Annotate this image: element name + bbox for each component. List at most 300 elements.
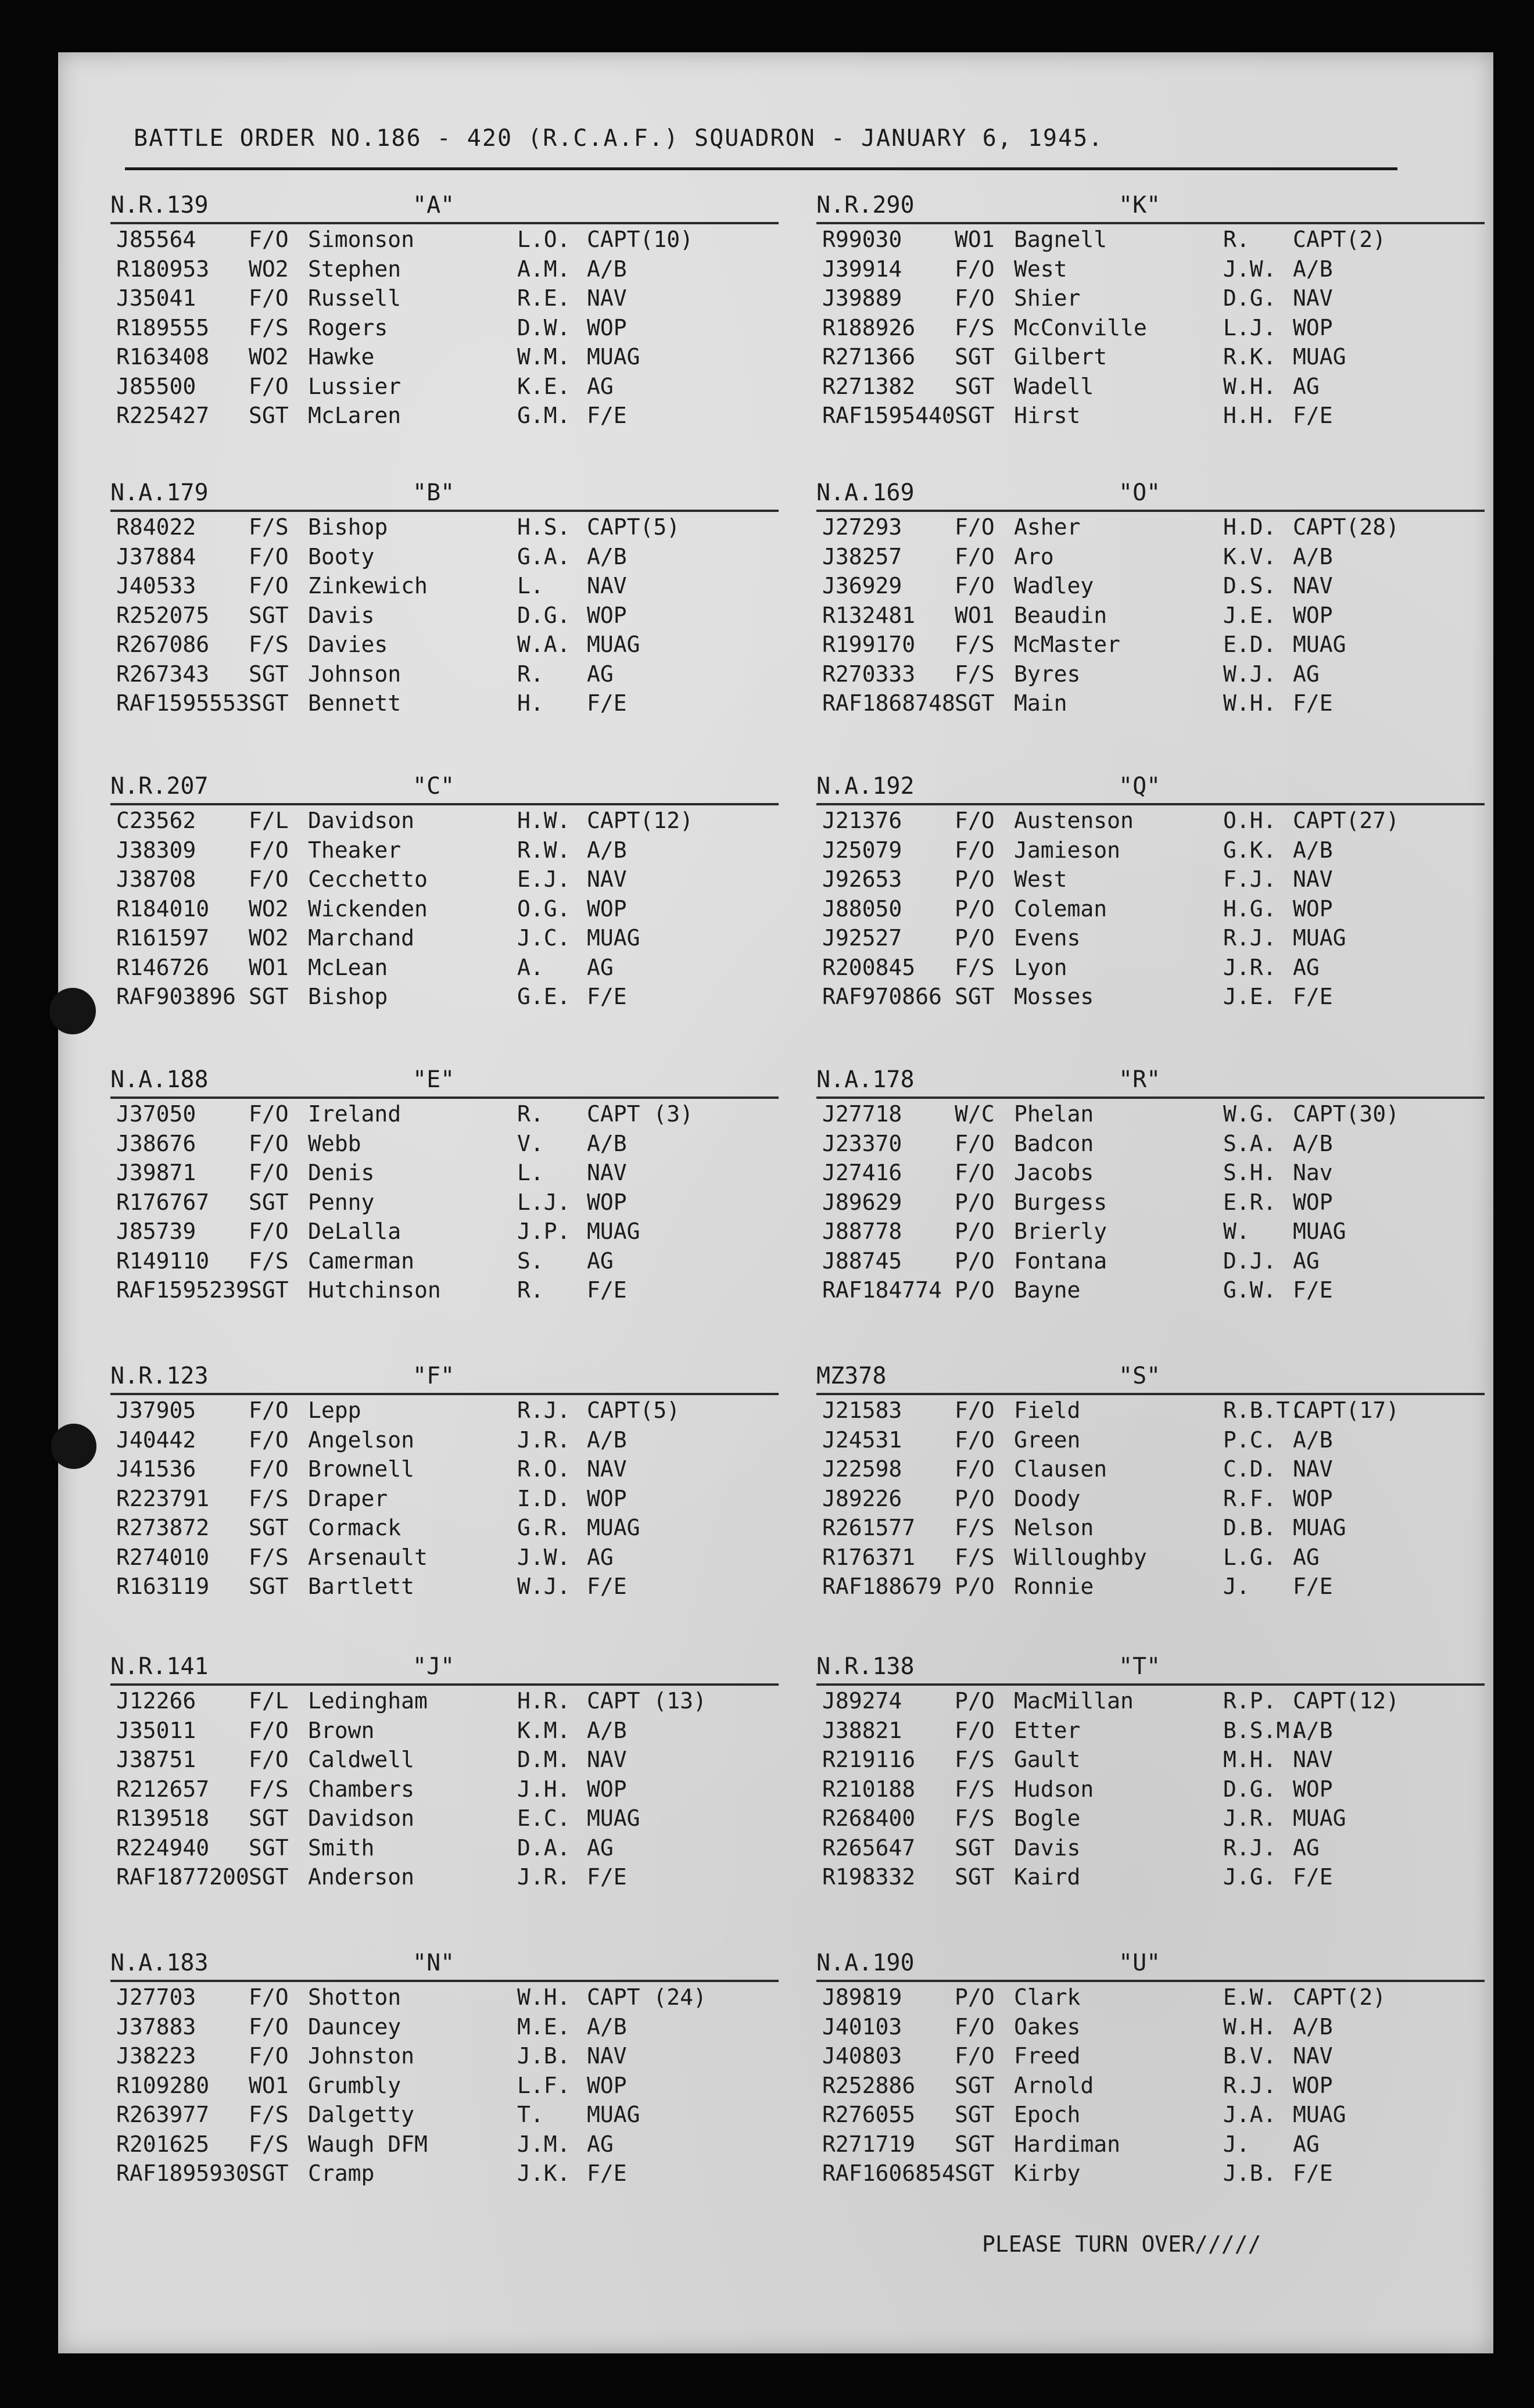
rank: F/S (955, 314, 995, 341)
aircraft-letter: "C" (413, 773, 455, 800)
initials: J.W. (517, 1544, 571, 1570)
crew-header-rule (110, 222, 779, 224)
rank: F/O (955, 543, 995, 569)
crew-member-row (110, 2160, 779, 2190)
service-number: J88050 (822, 895, 902, 922)
initials: R.P. (1223, 1688, 1277, 1714)
rank: WO1 (249, 954, 289, 980)
initials: A. (517, 954, 544, 980)
crew-role: AG (587, 2131, 614, 2157)
surname: Clark (1014, 1984, 1081, 2010)
initials: M.E. (517, 2013, 571, 2040)
rank: F/S (955, 1544, 995, 1570)
surname: Fontana (1014, 1248, 1108, 1274)
surname: McLaren (308, 403, 402, 428)
crew-member-row (816, 1397, 1485, 1427)
crew-member-row (816, 808, 1485, 837)
aircraft-serial: N.R.139 (110, 192, 209, 218)
surname: Caldwell (308, 1747, 415, 1772)
service-number: J22598 (822, 1456, 902, 1482)
initials: W.J. (1223, 661, 1277, 687)
crew-member-row (110, 1160, 779, 1189)
crew-block (110, 1653, 779, 1944)
crew-role: CAPT(10) (587, 227, 694, 252)
crew-member-row (816, 1984, 1485, 2013)
service-number: RAF1868748 (822, 690, 955, 716)
crew-member-row (816, 1718, 1485, 1747)
service-number: R109280 (116, 2072, 210, 2098)
surname: Wadley (1014, 573, 1094, 599)
service-number: R223791 (116, 1485, 210, 1511)
service-number: J40103 (822, 2013, 902, 2040)
crew-role: NAV (587, 2043, 627, 2069)
initials: D.A. (517, 1834, 571, 1861)
rank: WO2 (249, 256, 289, 282)
crew-member-row (816, 2014, 1485, 2043)
initials: G.W. (1223, 1277, 1277, 1303)
service-number: R267086 (116, 632, 210, 657)
crew-role: MUAG (1293, 1219, 1346, 1244)
crew-member-row (110, 661, 779, 690)
crew-member-row (816, 1747, 1485, 1776)
surname: Grumbly (308, 2072, 402, 2098)
initials: J.B. (517, 2043, 571, 2069)
initials: R. (1223, 227, 1250, 252)
crew-role: MUAG (1293, 925, 1346, 951)
crew-member-row (816, 866, 1485, 895)
crew-header-rule (110, 1096, 779, 1099)
crew-role: NAV (1293, 1456, 1333, 1482)
initials: J.B. (1223, 2160, 1277, 2186)
service-number: R84022 (116, 514, 196, 540)
initials: J.R. (1223, 1805, 1277, 1831)
crew-role: WOP (1293, 314, 1333, 341)
crew-member-row (110, 1277, 779, 1306)
crew-member-row (816, 1427, 1485, 1456)
initials: M.H. (1223, 1747, 1277, 1772)
surname: Lyon (1014, 954, 1067, 980)
crew-member-row (110, 544, 779, 573)
service-number: J39889 (822, 285, 902, 311)
crew-member-row (110, 1486, 779, 1515)
crew-member-row (816, 285, 1485, 314)
crew-block (816, 773, 1485, 1063)
service-number: J89226 (822, 1485, 902, 1511)
rank: F/O (955, 1427, 995, 1453)
crew-member-row (110, 690, 779, 719)
surname: Gault (1014, 1747, 1081, 1772)
crew-role: CAPT (24) (587, 1984, 707, 2010)
crew-member-row (816, 2073, 1485, 2102)
service-number: R268400 (822, 1805, 916, 1831)
crew-header-rule (110, 1683, 779, 1686)
initials: I.D. (517, 1485, 571, 1511)
crew-header (110, 1950, 779, 1979)
service-number: RAF1595440 (822, 403, 955, 428)
aircraft-serial: N.R.141 (110, 1653, 209, 1680)
aircraft-letter: "F" (413, 1363, 455, 1389)
surname: Denis (308, 1160, 375, 1185)
rank: P/O (955, 895, 995, 922)
crew-member-row (110, 896, 779, 925)
crew-block (110, 773, 779, 1063)
rank: F/O (955, 1130, 995, 1156)
initials: J.G. (1223, 1864, 1277, 1890)
rank: F/S (249, 1485, 289, 1511)
crew-block (816, 1066, 1485, 1357)
rank: F/S (249, 514, 289, 540)
rank: F/O (249, 1747, 289, 1772)
initials: J.H. (517, 1776, 571, 1802)
crew-role: MUAG (587, 1805, 640, 1831)
crew-role: NAV (587, 1456, 627, 1482)
service-number: R224940 (116, 1834, 210, 1861)
rank: SGT (249, 690, 289, 716)
rank: F/S (249, 632, 289, 657)
crew-role: A/B (587, 2013, 627, 2040)
initials: T. (517, 2102, 544, 2127)
rank: SGT (955, 1834, 995, 1861)
surname: Stephen (308, 256, 402, 282)
crew-member-row (816, 896, 1485, 925)
service-number: R252886 (822, 2072, 916, 2098)
rank: F/S (955, 1776, 995, 1802)
crew-role: WOP (1293, 1776, 1333, 1802)
crew-role: A/B (1293, 2013, 1333, 2040)
crew-role: CAPT(27) (1293, 808, 1400, 833)
crew-member-row (816, 544, 1485, 573)
initials: J.R. (1223, 954, 1277, 980)
surname: Cramp (308, 2160, 375, 2186)
surname: Ledingham (308, 1688, 428, 1714)
initials: L.G. (1223, 1544, 1277, 1570)
rank: F/O (249, 373, 289, 399)
ink-blot (51, 1424, 96, 1469)
service-number: J38223 (116, 2043, 196, 2069)
initials: H.H. (1223, 403, 1277, 428)
surname: Simonson (308, 227, 415, 252)
crew-role: A/B (1293, 256, 1333, 282)
surname: Etter (1014, 1717, 1081, 1743)
initials: E.J. (517, 866, 571, 892)
rank: WO1 (249, 2072, 289, 2098)
initials: H.R. (517, 1688, 571, 1714)
rank: F/S (249, 1776, 289, 1802)
crew-member-row (110, 2102, 779, 2131)
crew-role: WOP (1293, 895, 1333, 922)
service-number: R198332 (822, 1864, 916, 1890)
initials: A.M. (517, 256, 571, 282)
rank: F/S (249, 314, 289, 341)
aircraft-serial: N.A.190 (816, 1950, 915, 1976)
service-number: R189555 (116, 314, 210, 341)
rank: F/O (249, 573, 289, 599)
initials: E.C. (517, 1805, 571, 1831)
initials: H.S. (517, 514, 571, 540)
crew-member-row (816, 1486, 1485, 1515)
crew-block (816, 479, 1485, 770)
initials: H. (517, 690, 544, 716)
initials: S.H. (1223, 1160, 1277, 1185)
crew-role: WOP (1293, 602, 1333, 628)
crew-role: NAV (1293, 1747, 1333, 1772)
initials: R.E. (517, 285, 571, 311)
crew-member-row (816, 632, 1485, 661)
rank: F/S (955, 661, 995, 687)
rank: SGT (249, 1277, 289, 1303)
crew-member-row (110, 1397, 779, 1427)
crew-member-row (816, 1688, 1485, 1717)
crew-role: F/E (587, 984, 627, 1009)
crew-role: NAV (587, 285, 627, 311)
initials: D.G. (1223, 285, 1277, 311)
initials: F.J. (1223, 866, 1277, 892)
crew-member-row (110, 925, 779, 954)
crew-role: CAPT(28) (1293, 514, 1400, 540)
initials: D.M. (517, 1747, 571, 1772)
initials: R. (517, 661, 544, 687)
rank: F/S (249, 2131, 289, 2157)
crew-member-row (110, 573, 779, 602)
crew-role: CAPT(2) (1293, 1984, 1386, 2010)
service-number: C23562 (116, 808, 196, 833)
service-number: R274010 (116, 1544, 210, 1570)
surname: Johnston (308, 2043, 415, 2069)
rank: SGT (249, 403, 289, 428)
initials: H.W. (517, 808, 571, 833)
rank: F/O (955, 1717, 995, 1743)
rank: F/S (955, 1805, 995, 1831)
crew-role: AG (587, 373, 614, 399)
rank: SGT (249, 602, 289, 628)
surname: Nelson (1014, 1515, 1094, 1540)
rank: F/O (249, 837, 289, 863)
service-number: R180953 (116, 256, 210, 282)
crew-member-row (110, 1718, 779, 1747)
crew-member-row (110, 1545, 779, 1574)
surname: Johnson (308, 661, 402, 687)
surname: Shotton (308, 1984, 402, 2010)
initials: P.C. (1223, 1427, 1277, 1453)
crew-role: AG (1293, 1248, 1320, 1274)
crew-header (816, 1653, 1485, 1682)
service-number: R200845 (822, 954, 916, 980)
surname: Lussier (308, 373, 402, 399)
crew-member-row (110, 403, 779, 432)
surname: Smith (308, 1834, 375, 1861)
surname: Hawke (308, 344, 375, 370)
service-number: RAF1595553 (116, 690, 249, 716)
crew-role: WOP (587, 1776, 627, 1802)
aircraft-serial: N.R.290 (816, 192, 915, 218)
rank: F/O (249, 2013, 289, 2040)
crew-member-row (816, 2043, 1485, 2072)
rank: F/S (955, 632, 995, 657)
crew-header-rule (816, 1683, 1485, 1686)
rank: F/S (955, 1515, 995, 1540)
crew-block (110, 1363, 779, 1653)
initials: D.G. (517, 602, 571, 628)
rank: F/O (955, 1456, 995, 1482)
rank: P/O (955, 1688, 995, 1714)
rank: WO1 (955, 602, 995, 628)
rank: P/O (955, 866, 995, 892)
crew-header (110, 773, 779, 802)
rank: P/O (955, 1189, 995, 1215)
rank: P/O (955, 1219, 995, 1244)
rank: SGT (249, 1864, 289, 1890)
initials: L.J. (517, 1189, 571, 1215)
rank: F/O (249, 866, 289, 892)
initials: W.H. (1223, 2013, 1277, 2040)
crew-role: A/B (1293, 837, 1333, 863)
crew-member-row (816, 374, 1485, 403)
crew-member-row (110, 1574, 779, 1603)
service-number: R176371 (822, 1544, 916, 1570)
service-number: R99030 (822, 227, 902, 252)
crew-role: F/E (1293, 1864, 1333, 1890)
rank: P/O (955, 1277, 995, 1303)
rank: F/O (955, 256, 995, 282)
aircraft-serial: N.R.207 (110, 773, 209, 800)
crew-block (816, 1653, 1485, 1944)
surname: Kaird (1014, 1864, 1081, 1890)
crew-member-row (816, 1131, 1485, 1160)
service-number: J37884 (116, 543, 196, 569)
surname: Zinkewich (308, 573, 428, 599)
service-number: R273872 (116, 1515, 210, 1540)
crew-role: F/E (587, 1864, 627, 1890)
surname: Doody (1014, 1485, 1081, 1511)
aircraft-letter: "U" (1119, 1950, 1161, 1976)
initials: B.S.M. (1223, 1717, 1303, 1743)
service-number: J41536 (116, 1456, 196, 1482)
crew-role: NAV (587, 573, 627, 599)
service-number: J40442 (116, 1427, 196, 1453)
surname: Freed (1014, 2043, 1081, 2069)
initials: W.H. (517, 1984, 571, 2010)
crew-role: AG (1293, 954, 1320, 980)
service-number: J85564 (116, 227, 196, 252)
service-number: J85500 (116, 373, 196, 399)
rank: F/O (249, 1984, 289, 2010)
rank: F/L (249, 1688, 289, 1714)
rank: F/O (955, 285, 995, 311)
surname: Arsenault (308, 1544, 428, 1570)
crew-role: AG (587, 1248, 614, 1274)
crew-block (110, 479, 779, 770)
crew-header (110, 1066, 779, 1095)
surname: Bennett (308, 690, 402, 716)
aircraft-letter: "O" (1119, 479, 1161, 506)
crew-role: CAPT (13) (587, 1688, 707, 1714)
aircraft-serial: N.A.169 (816, 479, 915, 506)
rank: SGT (249, 1805, 289, 1831)
service-number: J38821 (822, 1717, 902, 1743)
service-number: R225427 (116, 403, 210, 428)
rank: SGT (955, 373, 995, 399)
service-number: J40533 (116, 573, 196, 599)
crew-role: F/E (587, 2160, 627, 2186)
rank: SGT (249, 1515, 289, 1540)
crew-member-row (816, 661, 1485, 690)
crew-role: F/E (1293, 984, 1333, 1009)
rank: P/O (955, 1248, 995, 1274)
crew-member-row (816, 573, 1485, 602)
aircraft-serial: N.A.179 (110, 479, 209, 506)
crew-role: WOP (587, 314, 627, 341)
initials: R.W. (517, 837, 571, 863)
initials: S.A. (1223, 1130, 1277, 1156)
rank: P/O (955, 1485, 995, 1511)
crew-block (816, 1950, 1485, 2240)
crew-role: MUAG (1293, 632, 1346, 657)
crew-block (110, 192, 779, 482)
rank: F/O (955, 573, 995, 599)
crew-role: NAV (1293, 573, 1333, 599)
crew-member-row (110, 984, 779, 1013)
crew-block (816, 192, 1485, 482)
initials: H.D. (1223, 514, 1277, 540)
initials: W.H. (1223, 373, 1277, 399)
crew-header (816, 1363, 1485, 1392)
surname: Bartlett (308, 1574, 415, 1599)
service-number: R265647 (822, 1834, 916, 1861)
please-turn-over-note: PLEASE TURN OVER///// (982, 2231, 1261, 2257)
surname: Davidson (308, 808, 415, 833)
rank: SGT (955, 403, 995, 428)
initials: J.M. (517, 2131, 571, 2157)
surname: Draper (308, 1485, 388, 1511)
crew-member-row (816, 2160, 1485, 2190)
aircraft-letter: "A" (413, 192, 455, 218)
crew-role: CAPT (3) (587, 1101, 694, 1127)
crew-member-row (110, 1776, 779, 1805)
initials: G.K. (1223, 837, 1277, 863)
initials: R.K. (1223, 344, 1277, 370)
service-number: J35041 (116, 285, 196, 311)
crew-role: AG (587, 1544, 614, 1570)
aircraft-letter: "Q" (1119, 773, 1161, 800)
crew-member-row (816, 2102, 1485, 2131)
crew-header-rule (816, 1980, 1485, 1982)
surname: McLean (308, 954, 388, 980)
crew-role: NAV (587, 1160, 627, 1185)
initials: O.H. (1223, 808, 1277, 833)
surname: Anderson (308, 1864, 415, 1890)
initials: L. (517, 573, 544, 599)
initials: J.C. (517, 925, 571, 951)
aircraft-letter: "K" (1119, 192, 1161, 218)
initials: R. (517, 1101, 544, 1127)
aircraft-letter: "J" (413, 1653, 455, 1680)
crew-header-rule (110, 510, 779, 512)
service-number: J37883 (116, 2013, 196, 2040)
crew-member-row (110, 632, 779, 661)
surname: Wickenden (308, 895, 428, 922)
surname: Russell (308, 285, 402, 311)
rank: F/O (249, 543, 289, 569)
surname: Green (1014, 1427, 1081, 1453)
crew-role: F/E (1293, 1277, 1333, 1303)
rank: SGT (249, 661, 289, 687)
service-number: J39914 (822, 256, 902, 282)
service-number: R263977 (116, 2102, 210, 2127)
crew-member-row (816, 1101, 1485, 1130)
surname: Booty (308, 543, 375, 569)
crew-role: NAV (1293, 866, 1333, 892)
crew-member-row (110, 315, 779, 344)
